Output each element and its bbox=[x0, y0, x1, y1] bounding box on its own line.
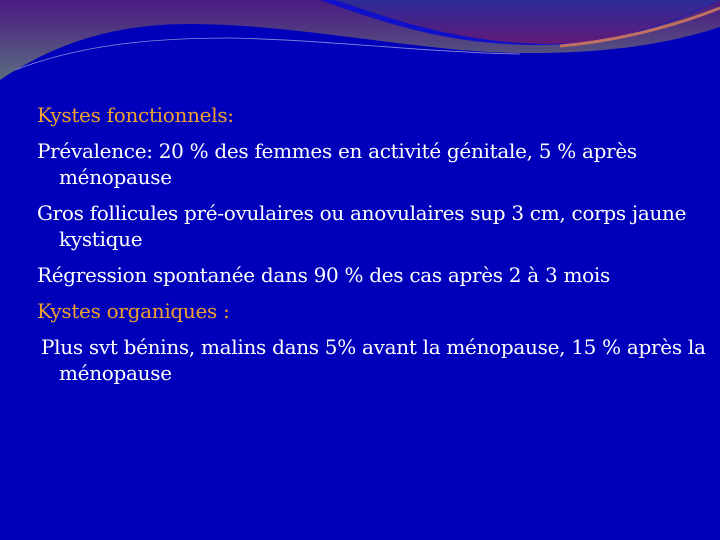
bullet-gros-follicules: Gros follicules pré-ovulaires ou anovulaires sup 3 cm, corps jaune kystique bbox=[37, 201, 687, 251]
bullet-regression: Régression spontanée dans 90 % des cas après 2 à 3 mois bbox=[37, 263, 610, 287]
heading-kystes-organiques: Kystes organiques : bbox=[37, 299, 230, 323]
heading-kystes-fonctionnels: Kystes fonctionnels: bbox=[37, 103, 234, 127]
header-wave-decoration bbox=[0, 0, 720, 100]
bullet-prevalence: Prévalence: 20 % des femmes en activité génitale, 5 % après ménopause bbox=[37, 139, 637, 189]
bullet-plus-svt-benins: Plus svt bénins, malins dans 5% avant la ménopause, 15 % après la ménopause bbox=[41, 335, 706, 385]
slide-body bbox=[37, 102, 707, 396]
